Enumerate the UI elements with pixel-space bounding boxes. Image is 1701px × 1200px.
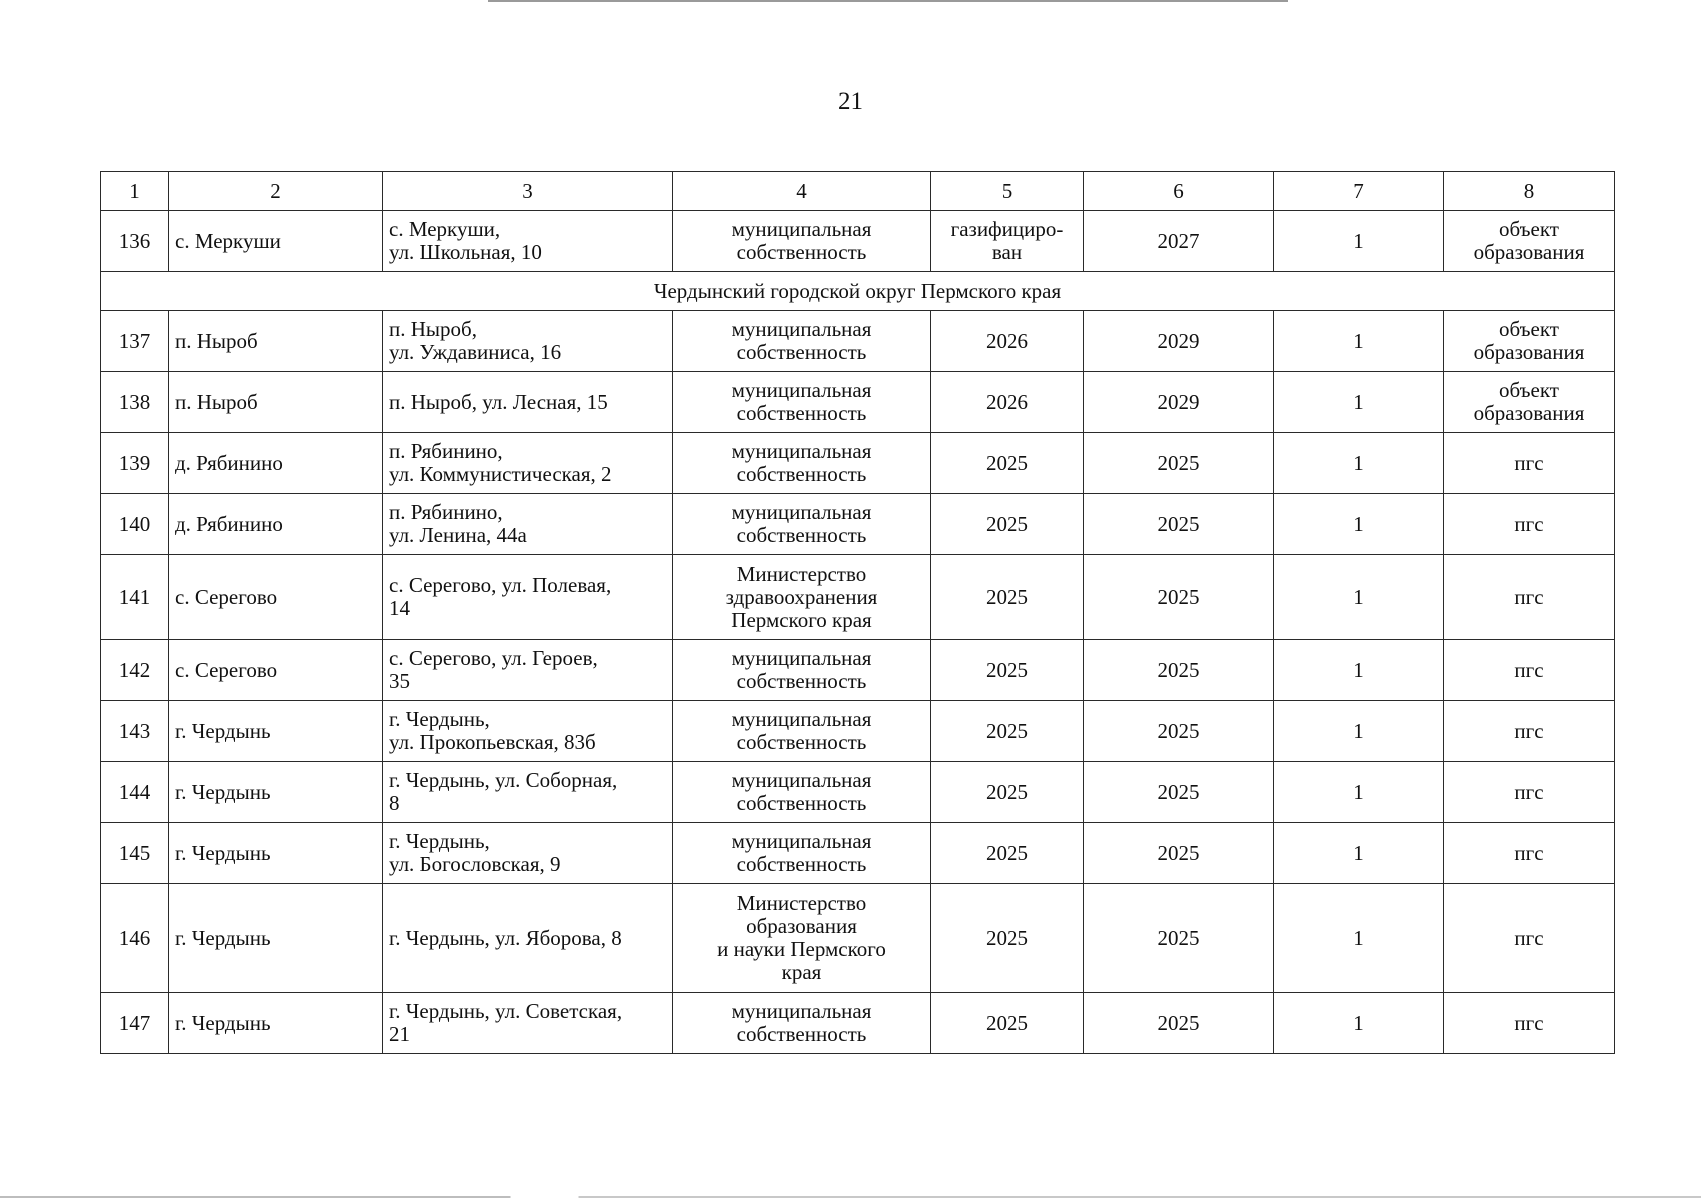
table-row (101, 494, 1615, 555)
column-5-cell-line: ван (991, 240, 1023, 264)
scan-edge-top (488, 0, 1288, 2)
ownership-cell (673, 640, 931, 701)
address-cell-line: ул. Коммунистическая, 2 (389, 462, 612, 486)
column-5-cell-line: 2025 (986, 840, 1028, 865)
column-5-cell-line: 2026 (986, 389, 1028, 414)
column-6-cell: 2025 (1084, 555, 1274, 640)
column-8-cell-line: пгс (1514, 840, 1544, 865)
address-cell-line: с. Серегово, ул. Полевая, (389, 573, 612, 597)
column-8-cell (1444, 555, 1615, 640)
column-header: 5 (931, 172, 1084, 211)
settlement-cell: с. Серегово (169, 640, 383, 701)
column-8-cell-line: объект (1499, 217, 1559, 241)
column-5-cell-line: газифициро- (950, 217, 1064, 241)
row-number: 141 (101, 555, 169, 640)
row-number: 137 (101, 311, 169, 372)
column-header: 6 (1084, 172, 1274, 211)
table-row (101, 762, 1615, 823)
column-5-cell (931, 372, 1084, 433)
column-8-cell (1444, 372, 1615, 433)
column-5-cell (931, 640, 1084, 701)
table-row (101, 993, 1615, 1054)
settlement-cell: г. Чердынь (169, 701, 383, 762)
ownership-cell (673, 372, 931, 433)
column-7-cell: 1 (1274, 701, 1444, 762)
ownership-cell-line: муниципальная (731, 829, 872, 853)
settlement-cell: г. Чердынь (169, 993, 383, 1054)
row-number: 147 (101, 993, 169, 1054)
column-5-cell-line: 2025 (986, 511, 1028, 536)
address-cell-line: ул. Богословская, 9 (389, 852, 561, 876)
ownership-cell-line: собственность (736, 401, 867, 425)
column-8-cell-line: образования (1473, 240, 1585, 264)
address-cell (383, 762, 673, 823)
ownership-cell-line: муниципальная (731, 707, 872, 731)
row-number: 138 (101, 372, 169, 433)
address-cell-line: п. Ныроб, ул. Лесная, 15 (389, 389, 608, 414)
column-6-cell: 2025 (1084, 640, 1274, 701)
column-6-cell: 2025 (1084, 433, 1274, 494)
ownership-cell-line: Министерство (736, 561, 867, 586)
ownership-cell-line: муниципальная (731, 317, 872, 341)
column-header: 3 (383, 172, 673, 211)
column-5-cell-line: 2025 (986, 584, 1028, 609)
ownership-cell-line: муниципальная (731, 999, 872, 1023)
column-number-row (101, 172, 1615, 211)
address-cell-line: ул. Прокопьевская, 83б (389, 730, 596, 754)
ownership-cell-line: здравоохранения (725, 584, 878, 609)
column-5-cell-line: 2025 (986, 657, 1028, 682)
column-header: 8 (1444, 172, 1615, 211)
column-5-cell (931, 494, 1084, 555)
ownership-cell (673, 211, 931, 272)
column-8-cell-line: образования (1473, 340, 1585, 364)
ownership-cell-line: муниципальная (731, 439, 872, 463)
address-cell (383, 311, 673, 372)
address-cell (383, 823, 673, 884)
address-cell (383, 211, 673, 272)
column-8-cell (1444, 211, 1615, 272)
column-8-cell-line: пгс (1514, 1010, 1544, 1035)
ownership-cell-line: собственность (736, 462, 867, 486)
column-7-cell: 1 (1274, 211, 1444, 272)
column-8-cell (1444, 640, 1615, 701)
address-cell-line: 8 (389, 791, 400, 815)
column-header: 2 (169, 172, 383, 211)
ownership-cell-line: собственность (736, 791, 867, 815)
row-number: 146 (101, 884, 169, 993)
row-number: 144 (101, 762, 169, 823)
settlement-cell: г. Чердынь (169, 762, 383, 823)
table-row (101, 372, 1615, 433)
column-7-cell: 1 (1274, 640, 1444, 701)
address-cell-line: г. Чердынь, (389, 707, 490, 731)
column-8-cell-line: пгс (1514, 779, 1544, 804)
ownership-cell-line: образования (746, 914, 857, 938)
ownership-cell-line: муниципальная (731, 500, 872, 524)
section-title: Чердынский городской округ Пермского края (101, 272, 1615, 311)
address-cell-line: с. Серегово, ул. Героев, (389, 646, 598, 670)
column-8-cell (1444, 993, 1615, 1054)
column-header: 1 (101, 172, 169, 211)
settlement-cell: п. Ныроб (169, 372, 383, 433)
column-7-cell: 1 (1274, 884, 1444, 993)
table-row (101, 640, 1615, 701)
column-8-cell-line: пгс (1514, 450, 1544, 475)
ownership-cell-line: края (781, 960, 822, 984)
column-7-cell: 1 (1274, 494, 1444, 555)
column-6-cell: 2029 (1084, 311, 1274, 372)
page-number: 21 (838, 88, 863, 115)
column-7-cell: 1 (1274, 433, 1444, 494)
ownership-cell-line: муниципальная (731, 646, 872, 670)
ownership-cell-line: Министерство (736, 891, 867, 915)
address-cell-line: г. Чердынь, (389, 829, 490, 853)
address-cell-line: п. Рябинино, (389, 500, 503, 524)
column-5-cell (931, 993, 1084, 1054)
address-cell-line: п. Ныроб, (389, 317, 477, 341)
column-7-cell: 1 (1274, 311, 1444, 372)
row-number: 145 (101, 823, 169, 884)
column-6-cell: 2029 (1084, 372, 1274, 433)
ownership-cell-line: собственность (736, 1022, 867, 1046)
column-5-cell (931, 701, 1084, 762)
column-6-cell: 2025 (1084, 494, 1274, 555)
column-7-cell: 1 (1274, 372, 1444, 433)
column-5-cell-line: 2026 (986, 328, 1028, 353)
address-cell-line: г. Чердынь, ул. Соборная, (389, 768, 618, 792)
table-row (101, 823, 1615, 884)
settlement-cell: г. Чердынь (169, 884, 383, 993)
table-row (101, 555, 1615, 640)
column-8-cell (1444, 823, 1615, 884)
ownership-cell (673, 433, 931, 494)
address-cell (383, 993, 673, 1054)
table-row (101, 701, 1615, 762)
column-8-cell-line: пгс (1514, 657, 1544, 682)
column-6-cell: 2025 (1084, 993, 1274, 1054)
column-8-cell-line: пгс (1514, 584, 1544, 609)
column-6-cell: 2027 (1084, 211, 1274, 272)
column-8-cell (1444, 884, 1615, 993)
settlement-cell: д. Рябинино (169, 494, 383, 555)
column-5-cell-line: 2025 (986, 1010, 1028, 1035)
address-cell (383, 701, 673, 762)
ownership-cell (673, 555, 931, 640)
column-8-cell-line: пгс (1514, 925, 1544, 950)
column-8-cell-line: пгс (1514, 718, 1544, 743)
ownership-cell (673, 762, 931, 823)
ownership-cell (673, 884, 931, 993)
address-cell (383, 884, 673, 993)
address-cell-line: ул. Ленина, 44а (389, 523, 527, 547)
column-5-cell (931, 433, 1084, 494)
ownership-cell-line: муниципальная (731, 217, 872, 241)
column-5-cell (931, 311, 1084, 372)
table-row (101, 311, 1615, 372)
address-cell (383, 640, 673, 701)
address-cell-line: п. Рябинино, (389, 439, 503, 463)
column-8-cell-line: образования (1473, 401, 1585, 425)
address-cell-line: г. Чердынь, ул. Яборова, 8 (389, 925, 622, 950)
ownership-cell (673, 701, 931, 762)
settlement-cell: с. Меркуши (169, 211, 383, 272)
column-8-cell (1444, 494, 1615, 555)
column-8-cell (1444, 433, 1615, 494)
address-cell-line: ул. Школьная, 10 (389, 240, 542, 264)
table-row (101, 211, 1615, 272)
column-5-cell (931, 823, 1084, 884)
address-cell-line: ул. Уждавиниса, 16 (389, 340, 562, 364)
row-number: 136 (101, 211, 169, 272)
ownership-cell-line: муниципальная (731, 768, 872, 792)
column-8-cell-line: пгс (1514, 511, 1544, 536)
column-7-cell: 1 (1274, 762, 1444, 823)
column-5-cell-line: 2025 (986, 718, 1028, 743)
column-7-cell: 1 (1274, 555, 1444, 640)
column-5-cell-line: 2025 (986, 779, 1028, 804)
row-number: 142 (101, 640, 169, 701)
column-8-cell (1444, 762, 1615, 823)
scan-edge-bottom (0, 1196, 1701, 1198)
ownership-cell-line: собственность (736, 240, 867, 264)
address-cell-line: 21 (389, 1022, 410, 1046)
column-7-cell: 1 (1274, 993, 1444, 1054)
address-cell (383, 372, 673, 433)
row-number: 139 (101, 433, 169, 494)
table-body (101, 172, 1615, 1054)
ownership-cell (673, 311, 931, 372)
ownership-cell-line: муниципальная (731, 378, 872, 402)
column-6-cell: 2025 (1084, 762, 1274, 823)
ownership-cell (673, 993, 931, 1054)
ownership-cell-line: Пермского края (731, 607, 872, 632)
ownership-cell-line: собственность (736, 340, 867, 364)
column-6-cell: 2025 (1084, 701, 1274, 762)
column-8-cell-line: объект (1499, 378, 1559, 402)
document-table (100, 171, 1615, 1054)
address-cell (383, 494, 673, 555)
ownership-cell-line: собственность (736, 669, 867, 693)
address-cell (383, 555, 673, 640)
ownership-cell-line: и науки Пермского (717, 937, 886, 961)
column-5-cell-line: 2025 (986, 925, 1028, 950)
column-7-cell: 1 (1274, 823, 1444, 884)
address-cell-line: 35 (389, 669, 410, 693)
ownership-cell (673, 494, 931, 555)
settlement-cell: д. Рябинино (169, 433, 383, 494)
ownership-cell-line: собственность (736, 852, 867, 876)
column-5-cell (931, 762, 1084, 823)
column-header: 4 (673, 172, 931, 211)
ownership-cell-line: собственность (736, 730, 867, 754)
section-row (101, 272, 1615, 311)
column-8-cell (1444, 311, 1615, 372)
address-cell-line: 14 (389, 596, 410, 620)
address-cell-line: г. Чердынь, ул. Советская, (389, 999, 623, 1023)
column-5-cell (931, 211, 1084, 272)
ownership-cell-line: собственность (736, 523, 867, 547)
column-8-cell-line: объект (1499, 317, 1559, 341)
column-8-cell (1444, 701, 1615, 762)
column-6-cell: 2025 (1084, 823, 1274, 884)
column-5-cell (931, 555, 1084, 640)
ownership-cell (673, 823, 931, 884)
row-number: 143 (101, 701, 169, 762)
column-6-cell: 2025 (1084, 884, 1274, 993)
table-row (101, 433, 1615, 494)
address-cell (383, 433, 673, 494)
settlement-cell: с. Серегово (169, 555, 383, 640)
table-row (101, 884, 1615, 993)
column-5-cell-line: 2025 (986, 450, 1028, 475)
row-number: 140 (101, 494, 169, 555)
column-header: 7 (1274, 172, 1444, 211)
settlement-cell: г. Чердынь (169, 823, 383, 884)
settlement-cell: п. Ныроб (169, 311, 383, 372)
column-5-cell (931, 884, 1084, 993)
address-cell-line: с. Меркуши, (389, 217, 501, 241)
